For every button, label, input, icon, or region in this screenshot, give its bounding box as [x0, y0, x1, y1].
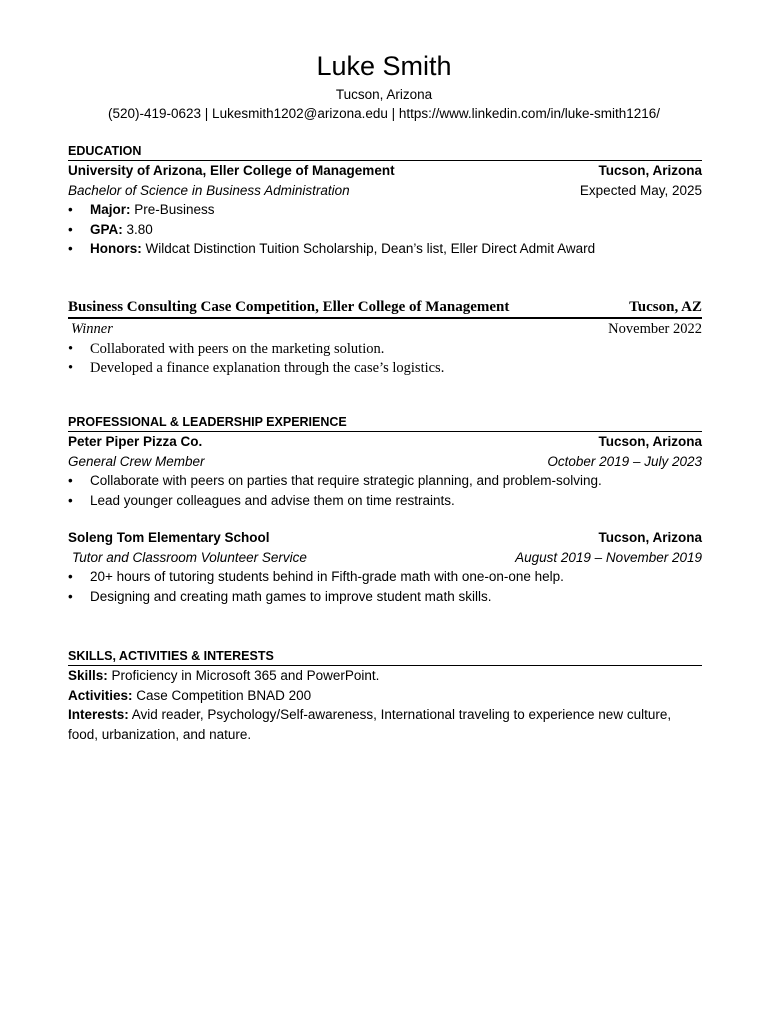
candidate-name: Luke Smith [316, 51, 452, 81]
job-location: Tucson, Arizona [598, 530, 702, 545]
detail-label: Major: [90, 202, 131, 217]
activities-label: Activities: [68, 687, 133, 703]
contact-line: (520)-419-0623 | Lukesmith1202@arizona.edu | https://www.linkedin.com/in/luke-smith1216/ [107, 106, 660, 121]
education-details [68, 200, 702, 259]
bullet-text: Designing and creating math games to improve student math skills. [90, 588, 492, 604]
job-bullets [68, 567, 702, 606]
detail-value: 3.80 [122, 221, 153, 237]
bullet-icon: • [68, 473, 73, 488]
candidate-location: Tucson, Arizona [335, 87, 433, 102]
interests-label: Interests: [68, 707, 129, 722]
degree: Bachelor of Science in Business Administration [68, 182, 350, 198]
list-item [68, 239, 702, 259]
list-item [68, 220, 702, 240]
activities-line [68, 686, 702, 706]
experience-section [68, 414, 702, 606]
competition-title: Business Consulting Case Competition, Eller College of Management [68, 299, 510, 315]
bullet-icon: • [68, 360, 74, 376]
job-role-row [68, 452, 702, 472]
interests-value: Avid reader, Psychology/Self-awareness, International traveling to experience new culture, food, urbanization, and nature. [68, 707, 672, 742]
competition-role-row [68, 320, 702, 340]
school-location: Tucson, Arizona [598, 163, 702, 178]
spacer [68, 510, 702, 528]
list-item [68, 359, 702, 379]
bullet-text: Developed a finance explanation through the case’s logistics. [90, 360, 445, 376]
experience-heading: PROFESSIONAL & LEADERSHIP EXPERIENCE [68, 414, 702, 432]
competition-role: Winner [71, 321, 113, 337]
skills-section [68, 648, 702, 744]
competition-location: Tucson, AZ [629, 299, 702, 315]
bullet-text: Collaborated with peers on the marketing solution. [90, 340, 385, 357]
bullet-icon: • [68, 569, 73, 584]
bullet-text: Lead younger colleagues and advise them on time restraints. [90, 492, 455, 508]
job-role: Tutor and Classroom Volunteer Service [72, 549, 307, 565]
job-date: October 2019 – July 2023 [547, 453, 702, 469]
graduation-date: Expected May, 2025 [579, 182, 702, 198]
list-item [68, 567, 702, 587]
bullet-icon: • [68, 588, 73, 604]
list-item [68, 491, 702, 511]
bullet-text: Collaborate with peers on parties that require strategic planning, and problem-solving. [90, 473, 602, 488]
job-role: General Crew Member [68, 453, 205, 469]
detail-label: GPA: [90, 221, 123, 237]
interests-line [68, 705, 702, 744]
bullet-icon: • [68, 492, 73, 508]
list-item [68, 587, 702, 607]
education-section [68, 143, 702, 259]
list-item [68, 340, 702, 360]
education-heading: EDUCATION [68, 143, 702, 161]
school-name: University of Arizona, Eller College of Management [68, 163, 395, 178]
detail-label: Honors: [90, 241, 142, 256]
bullet-icon: • [68, 340, 74, 357]
education-degree-row [68, 181, 702, 201]
detail-value: Wildcat Distinction Tuition Scholarship, Dean’s list, Eller Direct Admit Award [141, 241, 596, 256]
bullet-icon: • [68, 221, 73, 237]
job-bullets [68, 471, 702, 510]
job-role-row [68, 548, 702, 568]
competition-section [68, 297, 702, 379]
job-org: Peter Piper Pizza Co. [68, 434, 203, 449]
competition-bullets [68, 340, 702, 379]
detail-value: Pre-Business [130, 202, 215, 217]
bullet-icon: • [68, 241, 73, 256]
list-item [68, 200, 702, 220]
bullet-icon: • [68, 202, 73, 217]
job-date: August 2019 – November 2019 [515, 549, 702, 565]
job-org-row [68, 528, 702, 548]
education-school-row [68, 161, 702, 181]
skills-line [68, 666, 702, 686]
competition-date: November 2022 [608, 321, 702, 337]
job-org: Soleng Tom Elementary School [68, 530, 270, 545]
job-entry [68, 432, 702, 510]
activities-value: Case Competition BNAD 200 [132, 687, 312, 703]
list-item [68, 471, 702, 491]
competition-heading-row [68, 297, 702, 319]
job-org-row [68, 432, 702, 452]
job-location: Tucson, Arizona [598, 434, 702, 449]
skills-value: Proficiency in Microsoft 365 and PowerPoint. [107, 668, 380, 683]
skills-heading: SKILLS, ACTIVITIES & INTERESTS [68, 648, 702, 666]
job-entry [68, 528, 702, 606]
skills-label: Skills: [68, 668, 108, 683]
bullet-text: 20+ hours of tutoring students behind in Fifth-grade math with one-on-one help. [90, 569, 564, 584]
